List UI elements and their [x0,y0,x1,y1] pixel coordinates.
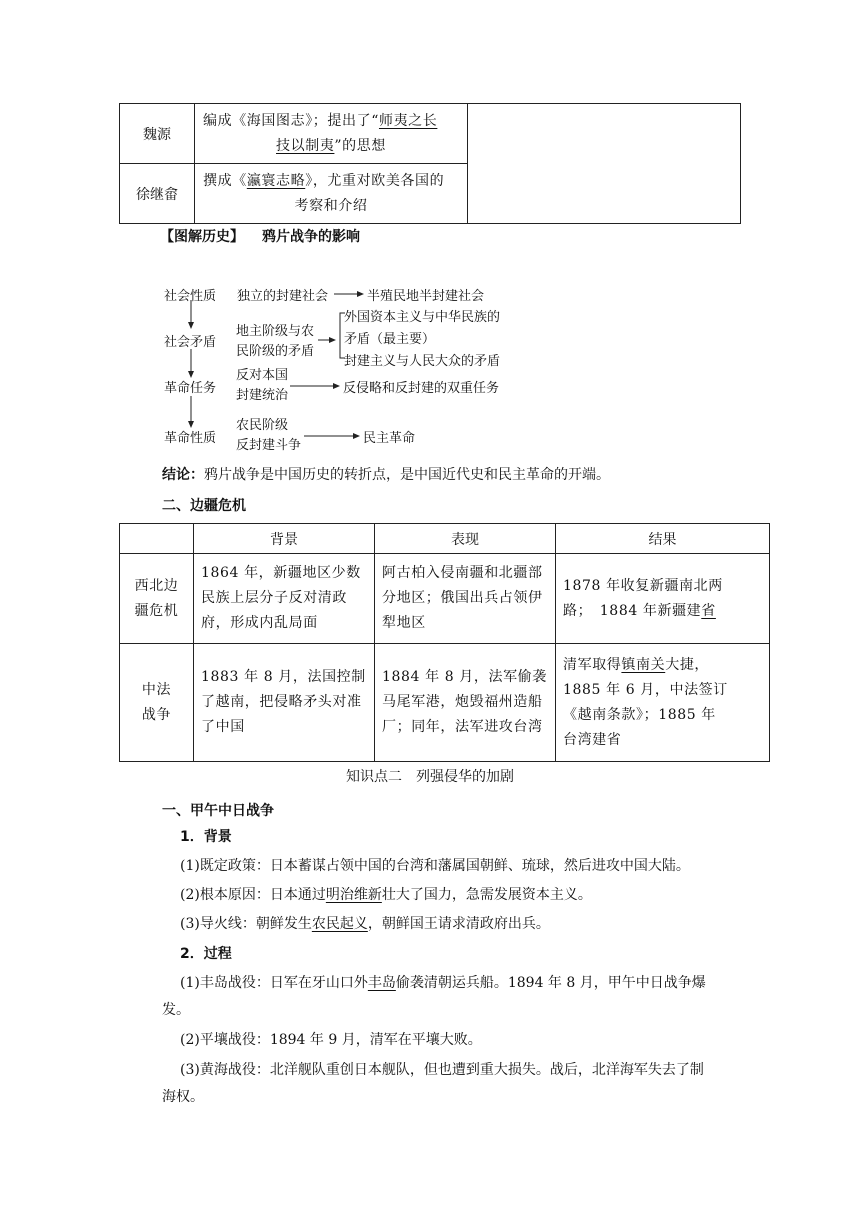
conclusion: 结论：鸦片战争是中国历史的转折点，是中国近代史和民主革命的开端。 [162,467,610,483]
row-from-revolution-nature: 农民阶级 反封建斗争 [236,418,302,453]
row-label-social-nature: 社会性质 [164,289,217,304]
row-label-revolution-nature: 革命性质 [164,431,217,446]
paragraph-p3: (3)黄海战役：北洋舰队重创日本舰队，但也遭到重大损失。战后，北洋海军失去了制 [180,1062,704,1078]
cell-result: 1878 年收复新疆南北两 路； 1884 年新疆建省 [556,554,770,644]
header-manifestation: 表现 [375,524,556,554]
cell-result: 清军取得镇南关大捷， 1885 年 6 月，中法签订 《越南条款》；1885 年 台湾建省 [556,644,770,762]
knowledge-point-title: 知识点二 列强侵华的加剧 [346,769,514,785]
subheading-process: 2．过程 [180,946,232,962]
section-heading-border-crisis: 二、边疆危机 [162,498,246,514]
paragraph-bg2: (2)根本原因：日本通过明治维新壮大了国力，急需发展资本主义。 [180,887,592,903]
section-heading-sino-japanese: 一、甲午中日战争 [162,803,274,819]
row-to-revolution-task: 反侵略和反封建的双重任务 [343,381,500,396]
cell-background: 1864 年，新疆地区少数 民族上层分子反对清政 府，形成内乱局面 [194,554,375,644]
paragraph-bg3: (3)导火线：朝鲜发生农民起义，朝鲜国王请求清政府出兵。 [180,916,550,932]
header-result: 结果 [556,524,770,554]
paragraph-p3-cont: 海权。 [162,1089,204,1105]
row-from-revolution-task: 反对本国 封建统治 [236,368,289,403]
header-background: 背景 [194,524,375,554]
row-name-northwest: 西北边 疆危机 [120,554,194,644]
cell-manifestation: 阿古柏入侵南疆和北疆部 分地区；俄国出兵占领伊 犁地区 [375,554,556,644]
row-to-social-nature: 半殖民地半封建社会 [367,289,485,304]
diagram-arrows [0,0,860,470]
paragraph-p1-cont: 发。 [162,1002,190,1018]
scholar-desc-cell: 撰成《瀛寰志略》，尤重对欧美各国的 考察和介绍 [195,164,468,224]
scholar-name-cell: 魏源 [120,104,195,164]
scholar-desc-cell: 编成《海国图志》；提出了“师夷之长 技以制夷”的思想 [195,104,468,164]
row-to-social-conflict: 外国资本主义与中华民族的 矛盾（最主要） 封建主义与人民大众的矛盾 [344,310,501,369]
row-label-revolution-task: 革命任务 [164,381,217,396]
row-name-sino-french: 中法 战争 [120,644,194,762]
paragraph-p1: (1)丰岛战役：日军在牙山口外丰岛偷袭清朝运兵船。1894 年 8 月，甲午中日战争爆 [180,975,706,991]
paragraph-bg1: (1)既定政策：日本蓄谋占领中国的台湾和藩属国朝鲜、琉球，然后进攻中国大陆。 [180,858,690,874]
border-crisis-table [119,523,770,762]
header-empty-cell [120,524,194,554]
paragraph-p2: (2)平壤战役：1894 年 9 月，清军在平壤大败。 [180,1032,482,1048]
subheading-background: 1．背景 [180,829,232,845]
cell-background: 1883 年 8 月，法国控制 了越南，把侵略矛头对准 了中国 [194,644,375,762]
row-from-social-conflict: 地主阶级与农 民阶级的矛盾 [236,324,315,359]
cell-manifestation: 1884 年 8 月，法军偷袭 马尾军港，炮毁福州造船 厂；同年，法军进攻台湾 [375,644,556,762]
diagram-heading: 【图解历史】 鸦片战争的影响 [160,229,360,245]
row-to-revolution-nature: 民主革命 [363,431,416,446]
row-from-social-nature: 独立的封建社会 [237,289,329,304]
scholar-name-cell: 徐继畲 [120,164,195,224]
row-label-social-conflict: 社会矛盾 [164,335,217,350]
